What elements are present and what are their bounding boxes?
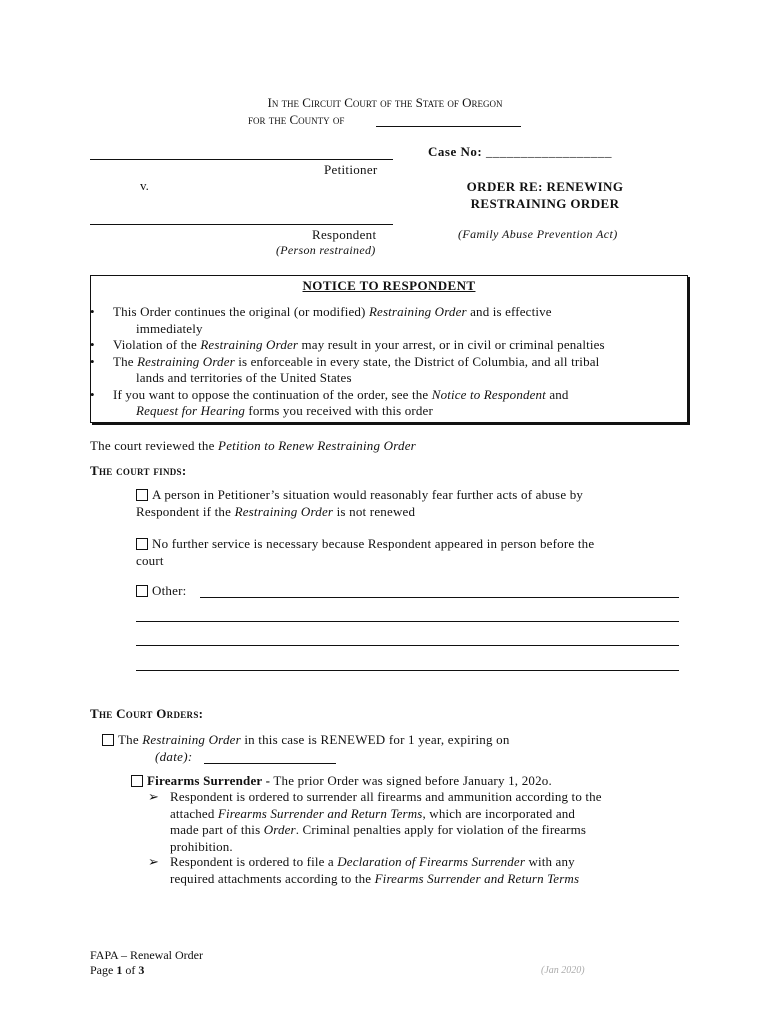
court-orders-heading: The Court Orders:	[90, 706, 204, 721]
renewal-checkbox[interactable]	[102, 734, 114, 746]
case-number-field[interactable]	[428, 144, 612, 160]
notice-list	[90, 304, 690, 420]
case-number-blank: __________________	[485, 144, 612, 159]
versus-label: v.	[140, 178, 149, 193]
finding-other-option[interactable]: Other:	[136, 583, 186, 599]
reviewed-statement: The court reviewed the Petition to Renew Restraining Order	[90, 438, 416, 453]
act-note: (Family Abuse Prevention Act)	[458, 227, 618, 241]
document-title-line2: RESTRAINING ORDER	[470, 196, 620, 211]
court-heading: In the Circuit Court of the State of Oregon	[267, 95, 503, 110]
finding-service-option[interactable]: No further service is necessary because Respondent appeared in person before the court	[136, 536, 595, 568]
revision-date: (Jan 2020)	[541, 965, 585, 976]
page-indicator: Page 1 of 3	[90, 963, 145, 977]
notice-item: • If you want to oppose the continuation of the order, see the Notice to Respondent and Request for Hearing forms you received with this order	[90, 387, 690, 420]
finding-fear-option[interactable]: A person in Petitioner’s situation would reasonably fear further acts of abuse by Respondent if the Restraining Order is not renewed	[136, 487, 584, 519]
other-text-line[interactable]	[136, 670, 679, 671]
firearms-option[interactable]: Firearms Surrender - The prior Order was signed before January 1, 202o.	[131, 773, 552, 789]
document-title-line1: ORDER RE: RENEWING	[466, 179, 624, 194]
arrow-bullet-icon: ➢	[148, 789, 160, 804]
other-text-line[interactable]	[136, 645, 679, 646]
form-name: FAPA – Renewal Order	[90, 948, 203, 962]
renewal-date-line[interactable]	[204, 763, 336, 764]
court-finds-heading: The court finds:	[90, 463, 187, 478]
renewal-option[interactable]: The Restraining Order in this case is RENEWED for 1 year, expiring on	[102, 732, 510, 748]
petitioner-name-line[interactable]	[90, 159, 393, 160]
county-blank[interactable]	[376, 126, 521, 127]
finding-other-checkbox[interactable]	[136, 585, 148, 597]
respondent-note: (Person restrained)	[276, 243, 376, 257]
other-text-line[interactable]	[136, 621, 679, 622]
finding-fear-checkbox[interactable]	[136, 489, 148, 501]
respondent-label: Respondent	[312, 227, 377, 242]
notice-heading: NOTICE TO RESPONDENT	[302, 278, 476, 293]
firearms-checkbox[interactable]	[131, 775, 143, 787]
respondent-name-line[interactable]	[90, 224, 393, 225]
document-title	[440, 178, 650, 212]
petitioner-label: Petitioner	[324, 162, 378, 177]
firearms-surrender-order: ➢ Respondent is ordered to surrender all firearms and ammunition according to the attached Firearms Surrender and Return Terms, which are incorporated and made part of this Order. Criminal penalties apply for violation of the firearms prohibition.	[148, 789, 602, 854]
county-label: for the County of	[248, 112, 345, 127]
notice-item: • This Order continues the original (or modified) Restraining Order and is effective immediately	[90, 304, 690, 337]
arrow-bullet-icon: ➢	[148, 854, 160, 869]
case-number-label: Case No:	[428, 144, 483, 159]
renewal-date-label: (date):	[155, 749, 193, 764]
other-text-line[interactable]	[200, 597, 679, 598]
firearms-declaration-order: ➢ Respondent is ordered to file a Declaration of Firearms Surrender with any required attachments according to the Firearms Surrender and Return Terms	[148, 854, 580, 886]
notice-item: • The Restraining Order is enforceable in every state, the District of Columbia, and all tribal lands and territories of the United States	[90, 354, 690, 387]
notice-item: • Violation of the Restraining Order may result in your arrest, or in civil or criminal penalties	[90, 337, 690, 354]
finding-service-checkbox[interactable]	[136, 538, 148, 550]
